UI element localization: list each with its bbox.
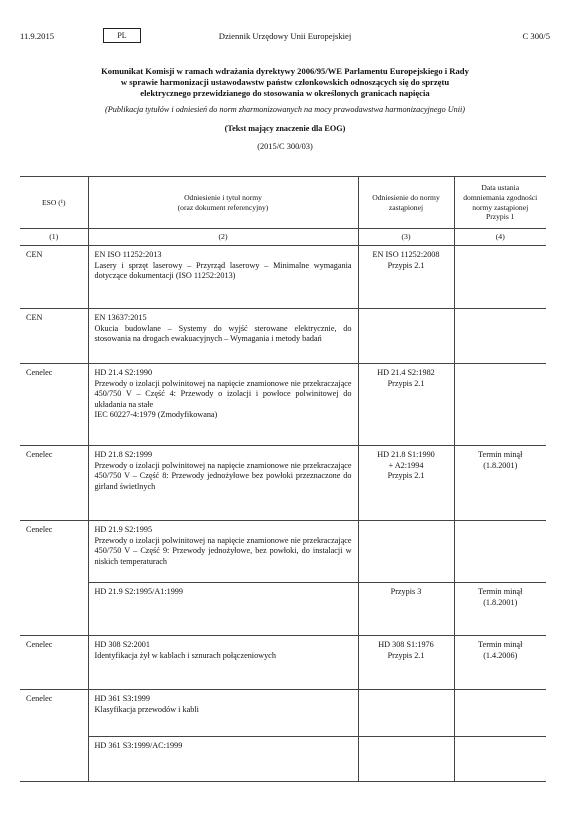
date-cell [454, 364, 546, 446]
date-cell: Termin minął (1.4.2006) [454, 636, 546, 690]
eso-cell [20, 583, 88, 636]
superseded-cell [358, 521, 454, 583]
date-cell [454, 309, 546, 364]
header-title: Odniesienie i tytuł normy (oraz dokument referencyjny) [88, 177, 358, 229]
superseded-cell: HD 308 S1:1976 Przypis 2.1 [358, 636, 454, 690]
title-line: elektrycznego przewidzianego do stosowania w określonych granicach napięcia [140, 88, 430, 98]
title-cell: HD 21.4 S2:1990 Przewody o izolacji polwinitowej na napięcie znamionowe nie przekraczające 450/750 V – Część 4: Przewody o izolacji i powłoce polwinitowej do układania na stałe IEC 60227-4:1979 (Zmodyfikowana) [88, 364, 358, 446]
superseded-cell: HD 21.4 S2:1982 Przypis 2.1 [358, 364, 454, 446]
standards-table [20, 176, 546, 782]
superseded-cell: HD 21.8 S1:1990 + A2:1994 Przypis 2.1 [358, 446, 454, 521]
table-row [20, 446, 546, 521]
table-row [20, 737, 546, 782]
eso-cell: CEN [20, 309, 88, 364]
page-header [20, 28, 550, 44]
page-number: C 300/5 [522, 31, 550, 41]
document-reference: (2015/C 300/03) [257, 142, 313, 151]
column-number: (1) [20, 229, 88, 246]
table-header-row [20, 177, 546, 229]
date-cell: Termin minął (1.8.2001) [454, 446, 546, 521]
header-date: Data ustania domniemania zgodności normy zastąpionej Przypis 1 [454, 177, 546, 229]
table-row [20, 636, 546, 690]
document-subtitle: (Publikacja tytułów i odniesień do norm zharmonizowanych na mocy prawodawstwa harmonizacyjnego Unii) [105, 105, 465, 114]
title-cell: EN ISO 11252:2013 Lasery i sprzęt laserowy – Przyrząd laserowy – Minimalne wymagania dotyczące dokumentacji (ISO 11252:2013) [88, 246, 358, 309]
eso-cell: Cenelec [20, 446, 88, 521]
title-cell: HD 361 S3:1999/AC:1999 [88, 737, 358, 782]
date-cell [454, 246, 546, 309]
date-cell [454, 521, 546, 583]
superseded-cell [358, 737, 454, 782]
table-row [20, 246, 546, 309]
table-row [20, 521, 546, 583]
table-row [20, 309, 546, 364]
superseded-cell [358, 690, 454, 737]
header-superseded: Odniesienie do normy zastąpionej [358, 177, 454, 229]
column-number: (2) [88, 229, 358, 246]
eea-relevance: (Tekst mający znaczenie dla EOG) [224, 124, 346, 133]
title-cell: HD 21.9 S2:1995 Przewody o izolacji polwinitowej na napięcie znamionowe nie przekraczające 450/750 V – Część 9: Przewody jednożyłowe, bez powłoki, do instalacji w niskich temperaturach [88, 521, 358, 583]
title-line: Komunikat Komisji w ramach wdrażania dyrektywy 2006/95/WE Parlamentu Europejskiego i Rady [101, 66, 469, 76]
eso-cell [20, 737, 88, 782]
date-cell: Termin minął (1.8.2001) [454, 583, 546, 636]
title-line: w sprawie harmonizacji ustawodawstw państw członkowskich odnoszących się do sprzętu [120, 77, 450, 87]
title-cell: HD 361 S3:1999 Klasyfikacja przewodów i kabli [88, 690, 358, 737]
title-cell: HD 21.8 S2:1999 Przewody o izolacji polwinitowej na napięcie znamionowe nie przekraczające 450/750 V – Część 8: Przewody jednożyłowe bez powłoki przeznaczone do girland świetlnych [88, 446, 358, 521]
date-cell [454, 690, 546, 737]
document-title [78, 66, 492, 99]
title-cell: EN 13637:2015 Okucia budowlane – Systemy do wyjść sterowane elektrycznie, do stosowania na drogach ewakuacyjnych – Wymagania i metody badań [88, 309, 358, 364]
eso-cell: CEN [20, 246, 88, 309]
table-row [20, 364, 546, 446]
table-row [20, 583, 546, 636]
eso-cell: Cenelec [20, 364, 88, 446]
journal-title: Dziennik Urzędowy Unii Europejskiej [218, 31, 352, 41]
superseded-cell: Przypis 3 [358, 583, 454, 636]
eso-cell: Cenelec [20, 636, 88, 690]
superseded-cell: EN ISO 11252:2008 Przypis 2.1 [358, 246, 454, 309]
header-eso: ESO (¹) [20, 177, 88, 229]
publication-date: 11.9.2015 [20, 31, 55, 41]
column-number: (3) [358, 229, 454, 246]
title-cell: HD 308 S2:2001 Identyfikacja żył w kablach i sznurach połączeniowych [88, 636, 358, 690]
eso-cell: Cenelec [20, 690, 88, 737]
title-cell: HD 21.9 S2:1995/A1:1999 [88, 583, 358, 636]
eso-cell: Cenelec [20, 521, 88, 583]
language-badge: PL [103, 28, 141, 43]
column-number: (4) [454, 229, 546, 246]
table-row [20, 690, 546, 737]
date-cell [454, 737, 546, 782]
column-number-row [20, 229, 546, 246]
superseded-cell [358, 309, 454, 364]
